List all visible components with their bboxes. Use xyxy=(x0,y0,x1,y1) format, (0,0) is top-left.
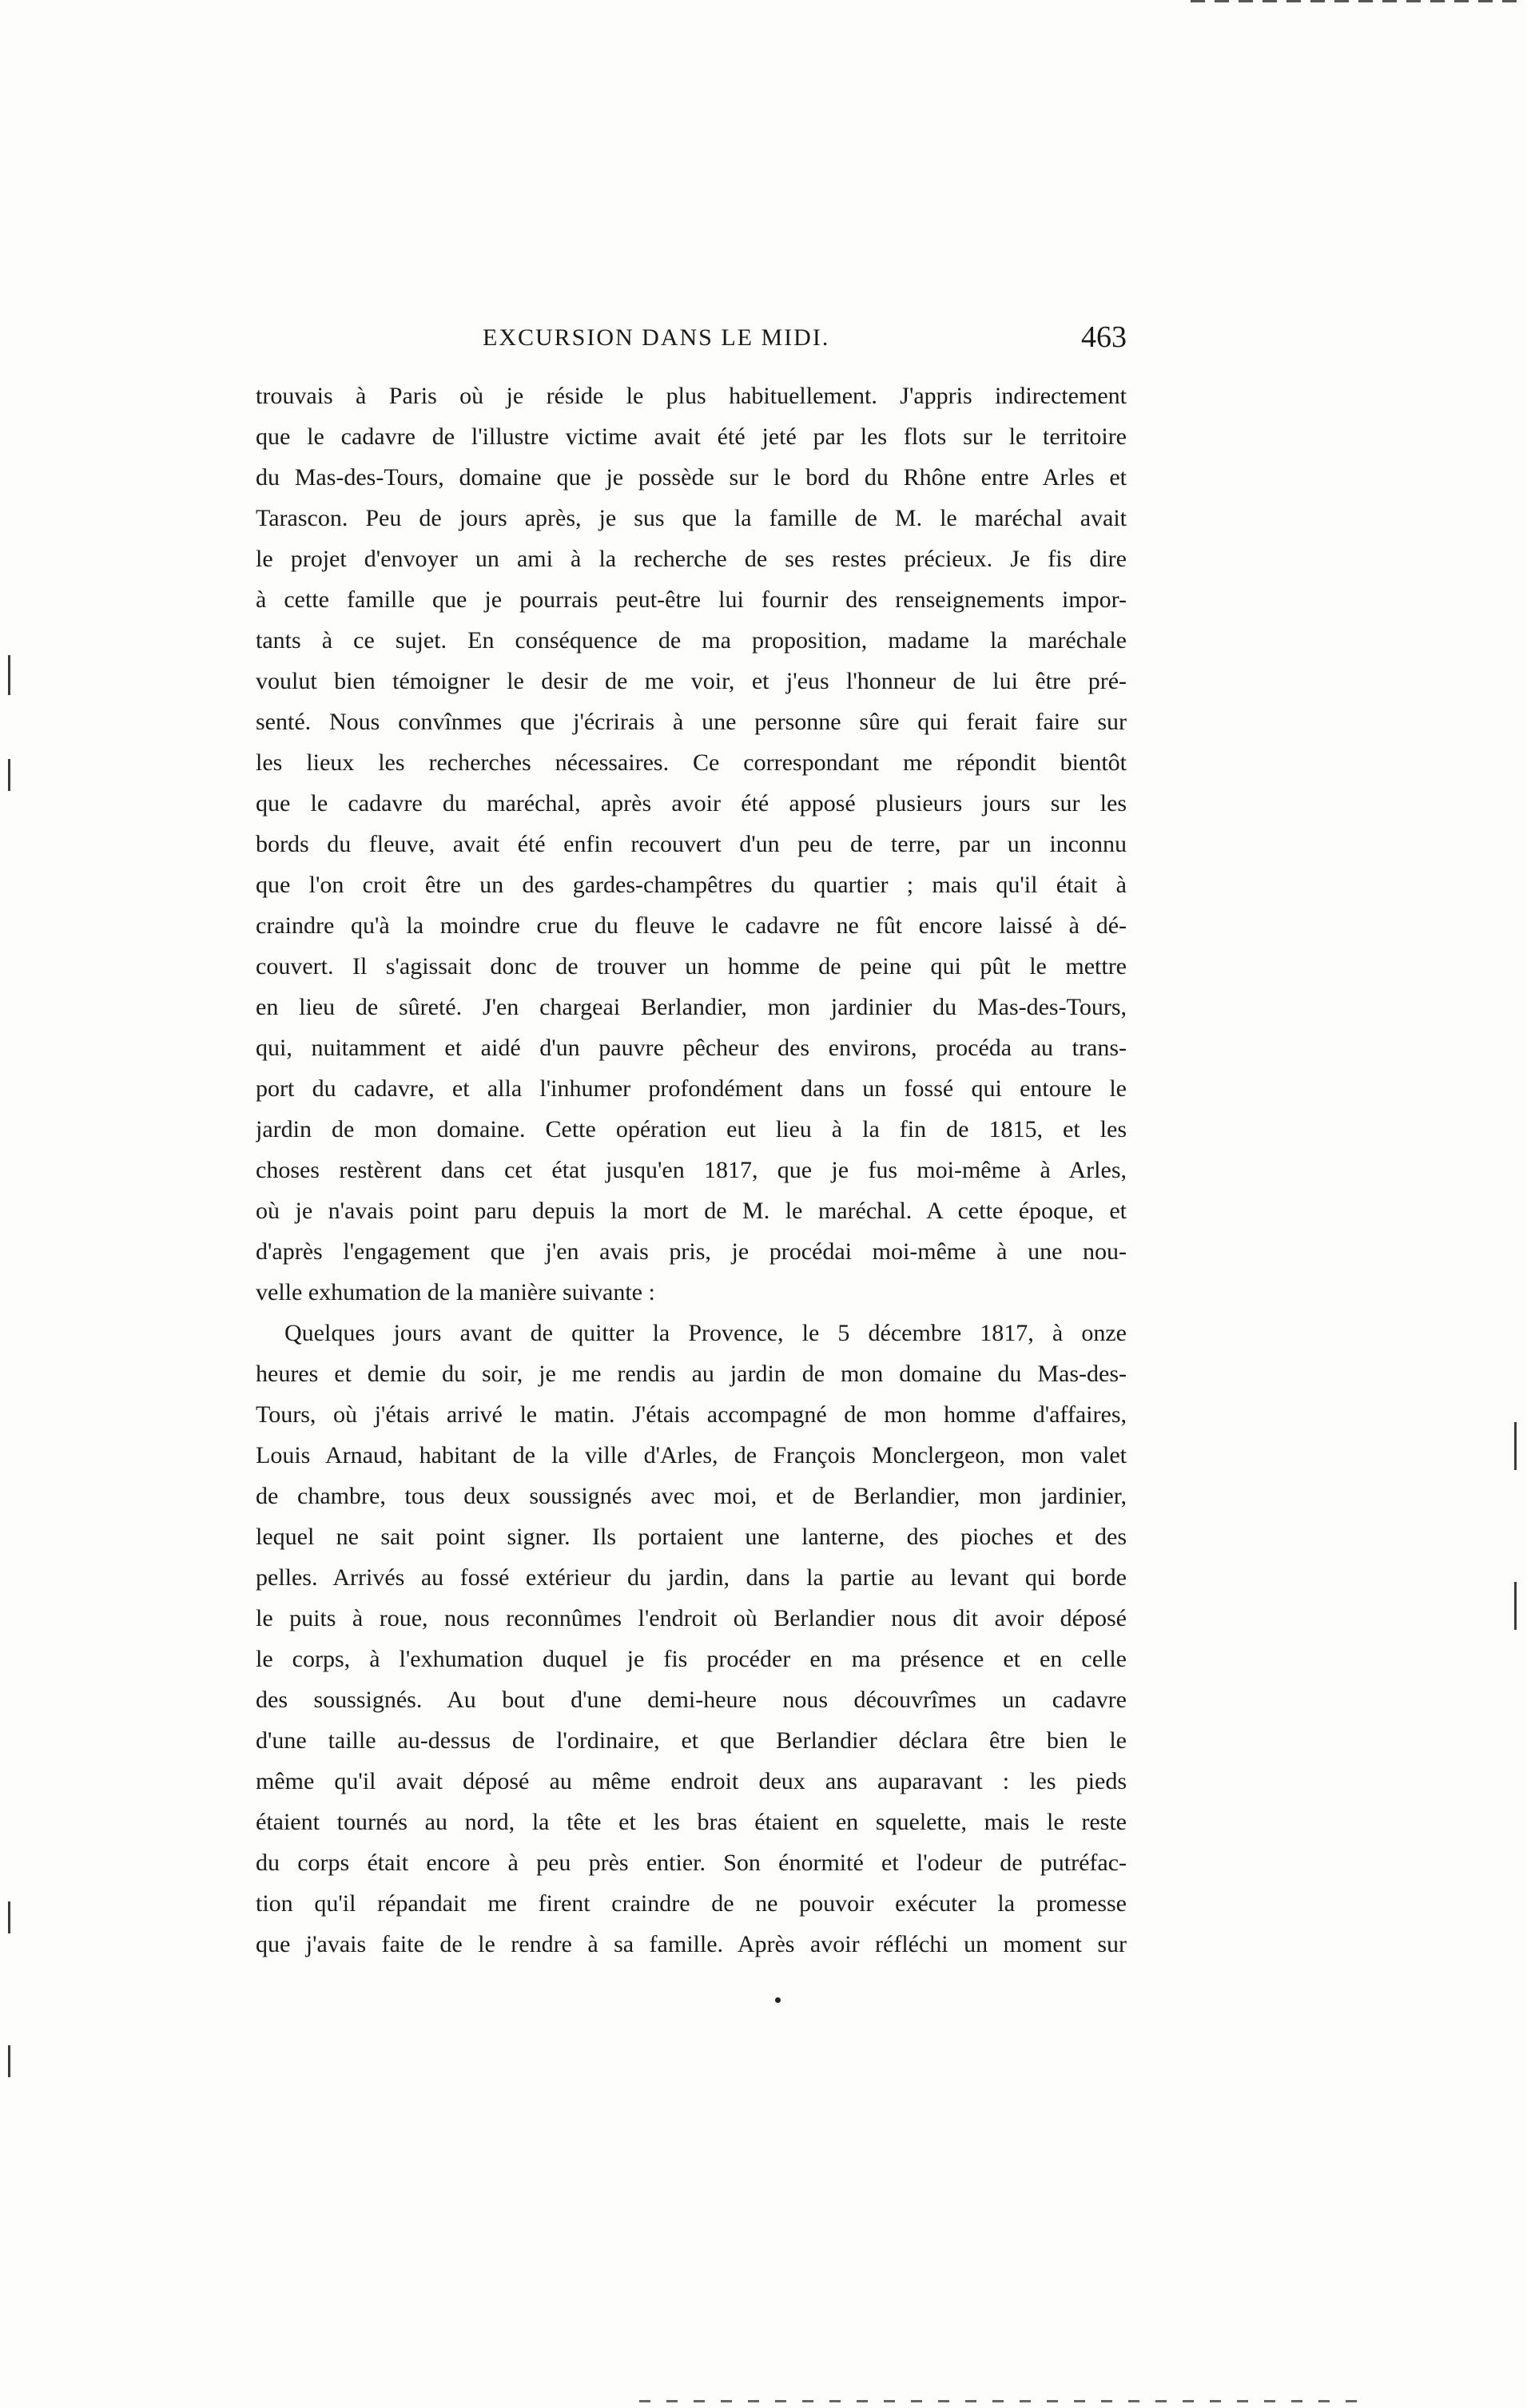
text-line: même qu'il avait déposé au même endroit deux ans auparavant : les pieds xyxy=(256,1768,1127,1794)
scan-artifact-left-edge xyxy=(8,2045,10,2077)
page-number: 463 xyxy=(1081,320,1127,354)
text-line: senté. Nous convînmes que j'écrirais à une personne sûre qui ferait faire sur xyxy=(256,709,1127,735)
scan-artifact-left-edge xyxy=(8,759,10,791)
text-line: que le cadavre du maréchal, après avoir été apposé plusieurs jours sur les xyxy=(256,790,1127,817)
scan-artifact-left-edge xyxy=(8,655,10,695)
body-text xyxy=(256,376,1127,1965)
text-line: du corps était encore à peu près entier. Son énormité et l'odeur de putréfac- xyxy=(256,1850,1127,1876)
text-line: le corps, à l'exhumation duquel je fis procéder en ma présence et en celle xyxy=(256,1646,1127,1672)
text-line: où je n'avais point paru depuis la mort de M. le maréchal. A cette époque, et xyxy=(256,1198,1127,1224)
scan-artifact-dot xyxy=(775,1997,781,2003)
text-line: Louis Arnaud, habitant de la ville d'Arles, de François Monclergeon, mon valet xyxy=(256,1442,1127,1468)
text-line: les lieux les recherches nécessaires. Ce correspondant me répondit bientôt xyxy=(256,749,1127,776)
text-line: de chambre, tous deux soussignés avec moi, et de Berlandier, mon jardinier, xyxy=(256,1483,1127,1509)
text-line: Tarascon. Peu de jours après, je sus que la famille de M. le maréchal avait xyxy=(256,505,1127,531)
text-line: d'après l'engagement que j'en avais pris, je procédai moi-même à une nou- xyxy=(256,1238,1127,1265)
scan-artifact-bottom xyxy=(639,2400,1358,2402)
text-line: le puits à roue, nous reconnûmes l'endroit où Berlandier nous dit avoir déposé xyxy=(256,1605,1127,1631)
paragraph-end-line: velle exhumation de la manière suivante : xyxy=(256,1279,655,1305)
page-header xyxy=(256,320,1127,360)
text-line: couvert. Il s'agissait donc de trouver un homme de peine qui pût le mettre xyxy=(256,953,1127,979)
text-line: du Mas-des-Tours, domaine que je possède sur le bord du Rhône entre Arles et xyxy=(256,464,1127,491)
scan-artifact-right-edge xyxy=(1514,1422,1517,1470)
text-line: choses restèrent dans cet état jusqu'en 1817, que je fus moi-même à Arles, xyxy=(256,1157,1127,1183)
text-line: trouvais à Paris où je réside le plus habituellement. J'appris indirectement xyxy=(256,383,1127,409)
text-line: tants à ce sujet. En conséquence de ma proposition, madame la maréchale xyxy=(256,627,1127,654)
text-line: bords du fleuve, avait été enfin recouvert d'un peu de terre, par un inconnu xyxy=(256,831,1127,857)
scan-artifact-left-edge xyxy=(8,1901,10,1933)
text-line: Tours, où j'étais arrivé le matin. J'étais accompagné de mon homme d'affaires, xyxy=(256,1401,1127,1428)
text-line: en lieu de sûreté. J'en chargeai Berlandier, mon jardinier du Mas-des-Tours, xyxy=(256,994,1127,1020)
text-line: d'une taille au-dessus de l'ordinaire, et que Berlandier déclara être bien le xyxy=(256,1727,1127,1754)
running-title: EXCURSION DANS LE MIDI. xyxy=(483,324,830,351)
text-line: tion qu'il répandait me firent craindre de ne pouvoir exécuter la promesse xyxy=(256,1890,1127,1917)
text-line: jardin de mon domaine. Cette opération eut lieu à la fin de 1815, et les xyxy=(256,1116,1127,1142)
text-line: pelles. Arrivés au fossé extérieur du jardin, dans la partie au levant qui borde xyxy=(256,1564,1127,1591)
text-line: que l'on croit être un des gardes-champêtres du quartier ; mais qu'il était à xyxy=(256,872,1127,898)
text-line: port du cadavre, et alla l'inhumer profondément dans un fossé qui entoure le xyxy=(256,1075,1127,1102)
text-line: à cette famille que je pourrais peut-être lui fournir des renseignements impor- xyxy=(256,586,1127,613)
scan-artifact-top xyxy=(1191,0,1526,2)
text-line: qui, nuitamment et aidé d'un pauvre pêcheur des environs, procéda au trans- xyxy=(256,1035,1127,1061)
scan-artifact-right-edge xyxy=(1514,1582,1517,1630)
text-line: lequel ne sait point signer. Ils portaient une lanterne, des pioches et des xyxy=(256,1524,1127,1550)
paragraph-start-line: Quelques jours avant de quitter la Provence, le 5 décembre 1817, à onze xyxy=(284,1320,1127,1346)
text-line: craindre qu'à la moindre crue du fleuve le cadavre ne fût encore laissé à dé- xyxy=(256,912,1127,939)
text-line: heures et demie du soir, je me rendis au jardin de mon domaine du Mas-des- xyxy=(256,1361,1127,1387)
text-line: le projet d'envoyer un ami à la recherche de ses restes précieux. Je fis dire xyxy=(256,546,1127,572)
text-line: que j'avais faite de le rendre à sa famille. Après avoir réfléchi un moment sur xyxy=(256,1931,1127,1957)
text-line: voulut bien témoigner le desir de me voir, et j'eus l'honneur de lui être pré- xyxy=(256,668,1127,694)
text-line: des soussignés. Au bout d'une demi-heure nous découvrîmes un cadavre xyxy=(256,1687,1127,1713)
text-line: étaient tournés au nord, la tête et les bras étaient en squelette, mais le reste xyxy=(256,1809,1127,1835)
text-line: que le cadavre de l'illustre victime avait été jeté par les flots sur le territoire xyxy=(256,423,1127,450)
